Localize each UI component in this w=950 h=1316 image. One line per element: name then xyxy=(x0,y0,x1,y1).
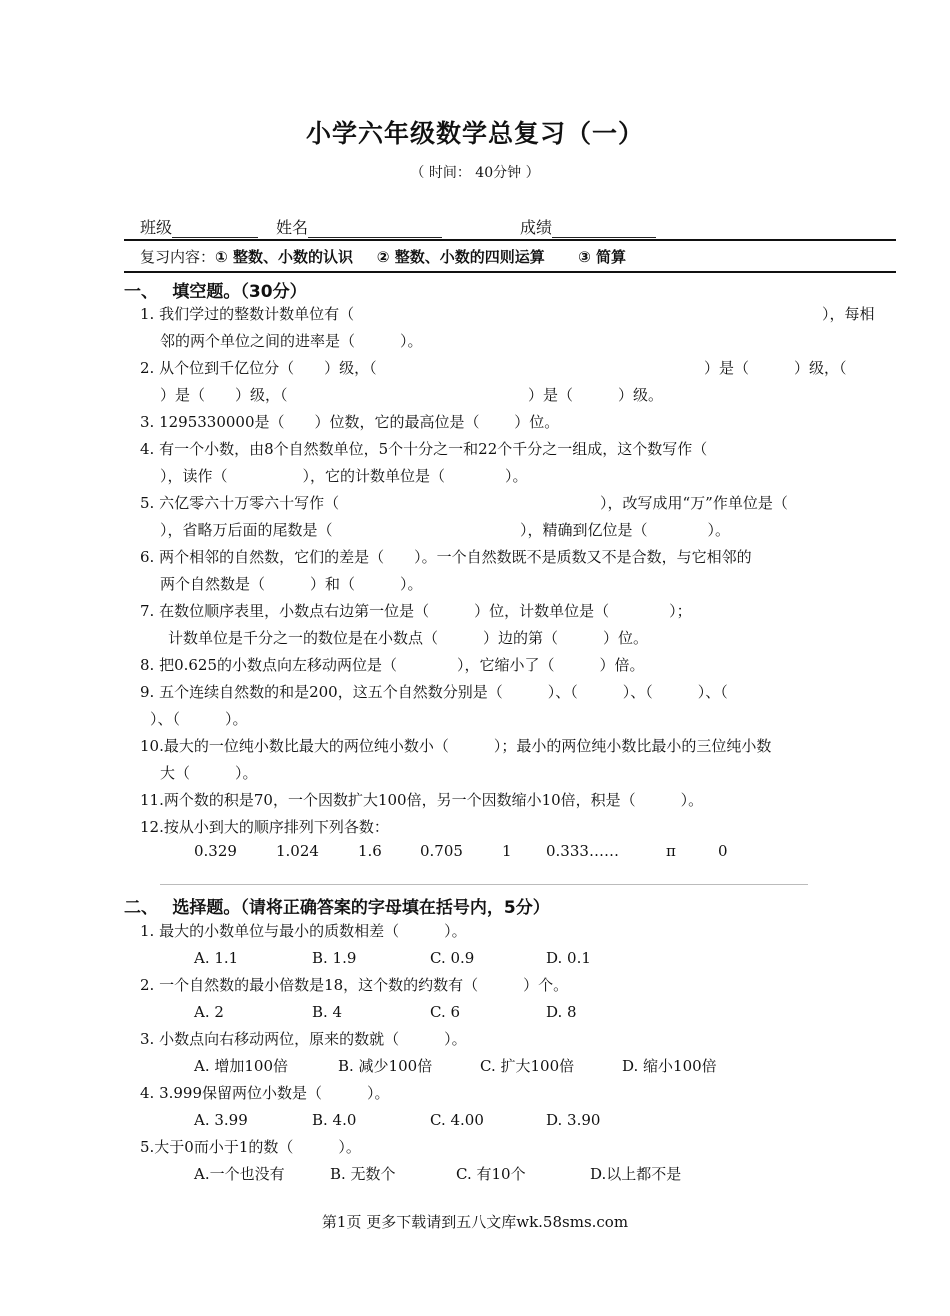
number-item: 0.333…… xyxy=(546,842,619,860)
q11-line: 11.两个数的积是70，一个因数扩大100倍，另一个因数缩小10倍，积是（ ）。 xyxy=(140,791,704,809)
choice-option[interactable]: D. 缩小100倍 xyxy=(622,1057,717,1075)
choice-option[interactable]: B. 无数个 xyxy=(330,1165,396,1183)
review-label: 复习内容： xyxy=(140,248,216,266)
q9-line-a: 9. 五个连续自然数的和是200，这五个自然数分别是（ ）、（ ）、（ ）、（ xyxy=(140,683,728,701)
review-item-1: ① 整数、小数的认识 xyxy=(215,248,353,266)
q6-line-a: 6. 两个相邻的自然数，它们的差是（ ）。一个自然数既不是质数又不是合数，与它相邻的 xyxy=(140,548,752,566)
number-item: 0.329 xyxy=(194,842,237,860)
number-item: 1.6 xyxy=(358,842,382,860)
q2-line-a: 2. 从个位到千亿位分（ ）级，（ xyxy=(140,359,377,377)
q1-line-b: 邻的两个单位之间的进率是（ ）。 xyxy=(160,332,423,350)
score-field[interactable] xyxy=(520,215,656,238)
choice-option[interactable]: A. 1.1 xyxy=(194,949,239,967)
section-divider xyxy=(160,884,808,885)
choice-option[interactable]: B. 4.0 xyxy=(312,1111,357,1129)
choice-option[interactable]: C. 6 xyxy=(430,1003,461,1021)
page-footer: 第1页 更多下载请到五八文库wk.58sms.com xyxy=(321,1213,629,1231)
choice-option[interactable]: B. 减少100倍 xyxy=(338,1057,433,1075)
class-field[interactable] xyxy=(140,215,258,238)
choice-option[interactable]: D.以上都不是 xyxy=(590,1165,682,1183)
q5-line-b: ），省略万后面的尾数是（ xyxy=(160,521,333,539)
choice-option[interactable]: D. 8 xyxy=(546,1003,577,1021)
review-item-3: ③ 简算 xyxy=(578,248,627,266)
q7-line-a: 7. 在数位顺序表里，小数点右边第一位是（ ）位，计数单位是（ ）； xyxy=(140,602,692,620)
q12-line: 12.按从小到大的顺序排列下列各数： xyxy=(140,818,389,836)
review-item-2: ② 整数、小数的四则运算 xyxy=(376,248,545,266)
section-2-heading: 二、 选择题。（请将正确答案的字母填在括号内，5分） xyxy=(124,898,550,918)
class-blank[interactable] xyxy=(172,221,258,238)
choice-option[interactable]: C. 4.00 xyxy=(430,1111,484,1129)
q1-line-a: 1. 我们学过的整数计数单位有（ xyxy=(140,305,355,323)
choice-q2: 2. 一个自然数的最小倍数是18，这个数的约数有（ ）个。 xyxy=(140,976,569,994)
choice-option[interactable]: B. 4 xyxy=(312,1003,343,1021)
q2-line-b: ）是（ ）级，（ xyxy=(160,386,288,404)
q10-line-b: 大（ ）。 xyxy=(160,764,258,782)
q4-line-a: 4. 有一个小数，由8个自然数单位，5个十分之一和22个千分之一组成，这个数写作（ xyxy=(140,440,708,458)
choice-option[interactable]: B. 1.9 xyxy=(312,949,357,967)
q9-line-b: ）、（ ）。 xyxy=(150,710,248,728)
class-label: 班级 xyxy=(140,218,173,237)
choice-option[interactable]: A. 3.99 xyxy=(194,1111,248,1129)
section-1-heading: 一、 填空题。（30分） xyxy=(124,282,307,302)
q5-line-a-end: ），改写成用“万”作单位是（ xyxy=(600,494,788,512)
q3-line: 3. 1295330000是（ ）位数，它的最高位是（ ）位。 xyxy=(140,413,560,431)
choice-option[interactable]: C. 扩大100倍 xyxy=(480,1057,575,1075)
q8-line: 8. 把0.625的小数点向左移动两位是（ ），它缩小了（ ）倍。 xyxy=(140,656,645,674)
choice-q3: 3. 小数点向右移动两位，原来的数就（ ）。 xyxy=(140,1030,467,1048)
time-note: （ 时间： 40分钟 ） xyxy=(410,165,540,181)
number-item: 1.024 xyxy=(276,842,319,860)
number-item: 0.705 xyxy=(420,842,463,860)
header-rule-top xyxy=(124,239,896,241)
choice-option[interactable]: A. 增加100倍 xyxy=(194,1057,288,1075)
q4-line-b: ），读作（ ），它的计数单位是（ ）。 xyxy=(160,467,528,485)
choice-q5: 5.大于0而小于1的数（ ）。 xyxy=(140,1138,361,1156)
name-field[interactable] xyxy=(276,215,442,238)
q1-line-a-end: ），每相 xyxy=(822,305,875,323)
q5-line-b-end: ），精确到亿位是（ ）。 xyxy=(520,521,731,539)
choice-option[interactable]: C. 有10个 xyxy=(456,1165,526,1183)
name-label: 姓名 xyxy=(276,218,309,237)
choice-option[interactable]: A. 2 xyxy=(194,1003,224,1021)
choice-q1: 1. 最大的小数单位与最小的质数相差（ ）。 xyxy=(140,922,467,940)
name-blank[interactable] xyxy=(308,221,442,238)
number-item: 0 xyxy=(718,842,728,860)
q2-line-b-end: ）是（ ）级。 xyxy=(528,386,664,404)
choice-option[interactable]: C. 0.9 xyxy=(430,949,475,967)
page-title: 小学六年级数学总复习（一） xyxy=(305,119,644,148)
number-item: 1 xyxy=(502,842,512,860)
q10-line-a: 10.最大的一位纯小数比最大的两位纯小数小（ ）；最小的两位纯小数比最小的三位纯小数 xyxy=(140,737,772,755)
choice-option[interactable]: D. 0.1 xyxy=(546,949,591,967)
number-item: π xyxy=(666,842,676,860)
q7-line-b: 计数单位是千分之一的数位是在小数点（ ）边的第（ ）位。 xyxy=(168,629,649,647)
choice-q4: 4. 3.999保留两位小数是（ ）。 xyxy=(140,1084,390,1102)
q6-line-b: 两个自然数是（ ）和（ ）。 xyxy=(160,575,423,593)
score-blank[interactable] xyxy=(552,221,656,238)
header-rule-bottom xyxy=(124,271,896,273)
choice-option[interactable]: A.一个也没有 xyxy=(194,1165,285,1183)
score-label: 成绩 xyxy=(520,218,553,237)
review-content xyxy=(140,246,626,267)
q2-line-a-end: ）是（ ）级，（ xyxy=(704,359,847,377)
choice-option[interactable]: D. 3.90 xyxy=(546,1111,601,1129)
q5-line-a: 5. 六亿零六十万零六十写作（ xyxy=(140,494,340,512)
